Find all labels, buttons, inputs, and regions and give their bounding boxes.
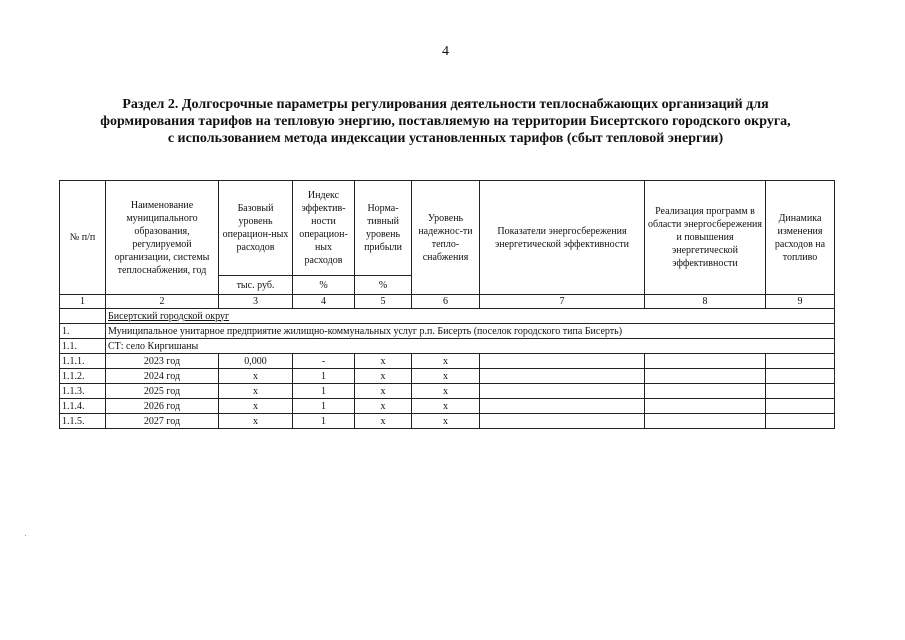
row-energy-saving-programs [645, 384, 766, 399]
row-energy-saving-indicators [480, 369, 645, 384]
system-row [60, 339, 835, 354]
column-number: 1 [60, 295, 106, 309]
header-energy-saving-indicators: Показатели энергосбережения энергетической эффективности [480, 181, 645, 295]
row-energy-saving-indicators [480, 354, 645, 369]
section-title [70, 96, 821, 147]
row-year: 2024 год [106, 369, 219, 384]
header-base-opex: Базовый уровень операцион-ных расходов [219, 181, 293, 276]
row-reliability: x [412, 354, 480, 369]
row-number: 1.1.1. [60, 354, 106, 369]
column-number: 6 [412, 295, 480, 309]
row-energy-saving-indicators [480, 399, 645, 414]
row-energy-saving-indicators [480, 384, 645, 399]
row-base-opex: x [219, 369, 293, 384]
column-number: 3 [219, 295, 293, 309]
row-efficiency-index: - [293, 354, 355, 369]
system-number: 1.1. [60, 339, 106, 354]
row-number: 1.1.4. [60, 399, 106, 414]
row-energy-saving-programs [645, 369, 766, 384]
row-energy-saving-indicators [480, 414, 645, 429]
row-fuel-dynamics [766, 384, 835, 399]
column-numbers-row [60, 295, 835, 309]
row-reliability: x [412, 369, 480, 384]
row-year: 2023 год [106, 354, 219, 369]
table-row [60, 414, 835, 429]
district-name: Бисертский городской округ [106, 309, 835, 324]
row-efficiency-index: 1 [293, 384, 355, 399]
row-year: 2026 год [106, 399, 219, 414]
row-normative-profit: x [355, 414, 412, 429]
header-normative-profit: Норма-тивный уровень прибыли [355, 181, 412, 276]
system-name: СТ: село Киргишаны [106, 339, 835, 354]
header-row [60, 181, 835, 276]
unit-efficiency-index: % [293, 276, 355, 295]
row-fuel-dynamics [766, 369, 835, 384]
section-title-line-2: формирования тарифов на тепловую энергию, поставляемую на территории Бисертского городского округа, [100, 114, 791, 129]
row-energy-saving-programs [645, 354, 766, 369]
row-fuel-dynamics [766, 399, 835, 414]
organization-row [60, 324, 835, 339]
header-energy-saving-programs: Реализация программ в области энергосбережения и повышения энергетической эффективности [645, 181, 766, 295]
table-row [60, 384, 835, 399]
row-energy-saving-programs [645, 414, 766, 429]
section-title-line-1: Раздел 2. Долгосрочные параметры регулирования деятельности теплоснабжающих организаций для [122, 97, 769, 112]
row-base-opex: x [219, 414, 293, 429]
row-reliability: x [412, 384, 480, 399]
section-title-line-3: с использованием метода индексации установленных тарифов (сбыт тепловой энергии) [167, 131, 724, 146]
district-row [60, 309, 835, 324]
unit-base-opex: тыс. руб. [219, 276, 293, 295]
row-normative-profit: x [355, 399, 412, 414]
row-base-opex: x [219, 384, 293, 399]
header-number: № п/п [60, 181, 106, 295]
scan-speck [25, 535, 26, 536]
header-efficiency-index: Индекс эффектив-ности операцион-ных расходов [293, 181, 355, 276]
row-efficiency-index: 1 [293, 399, 355, 414]
table-row [60, 354, 835, 369]
column-number: 4 [293, 295, 355, 309]
unit-normative-profit: % [355, 276, 412, 295]
row-year: 2027 год [106, 414, 219, 429]
header-reliability: Уровень надежнос-ти тепло-снабжения [412, 181, 480, 295]
row-efficiency-index: 1 [293, 414, 355, 429]
row-number: 1.1.3. [60, 384, 106, 399]
row-normative-profit: x [355, 369, 412, 384]
column-number: 9 [766, 295, 835, 309]
column-number: 8 [645, 295, 766, 309]
row-number: 1.1.5. [60, 414, 106, 429]
row-base-opex: 0,000 [219, 354, 293, 369]
page-number: 4 [442, 44, 449, 59]
parameters-table [59, 180, 835, 429]
row-normative-profit: x [355, 354, 412, 369]
row-year: 2025 год [106, 384, 219, 399]
row-number: 1.1.2. [60, 369, 106, 384]
row-efficiency-index: 1 [293, 369, 355, 384]
column-number: 7 [480, 295, 645, 309]
row-reliability: x [412, 414, 480, 429]
table-row [60, 399, 835, 414]
row-fuel-dynamics [766, 354, 835, 369]
organization-number: 1. [60, 324, 106, 339]
row-normative-profit: x [355, 384, 412, 399]
row-fuel-dynamics [766, 414, 835, 429]
row-reliability: x [412, 399, 480, 414]
header-fuel-dynamics: Динамика изменения расходов на топливо [766, 181, 835, 295]
header-name: Наименование муниципального образования, регулируемой организации, системы теплоснабжения, год [106, 181, 219, 295]
column-number: 5 [355, 295, 412, 309]
row-energy-saving-programs [645, 399, 766, 414]
organization-name: Муниципальное унитарное предприятие жилищно-коммунальных услуг р.п. Бисерть (поселок городского типа Бисерть) [106, 324, 835, 339]
table-row [60, 369, 835, 384]
row-base-opex: x [219, 399, 293, 414]
column-number: 2 [106, 295, 219, 309]
